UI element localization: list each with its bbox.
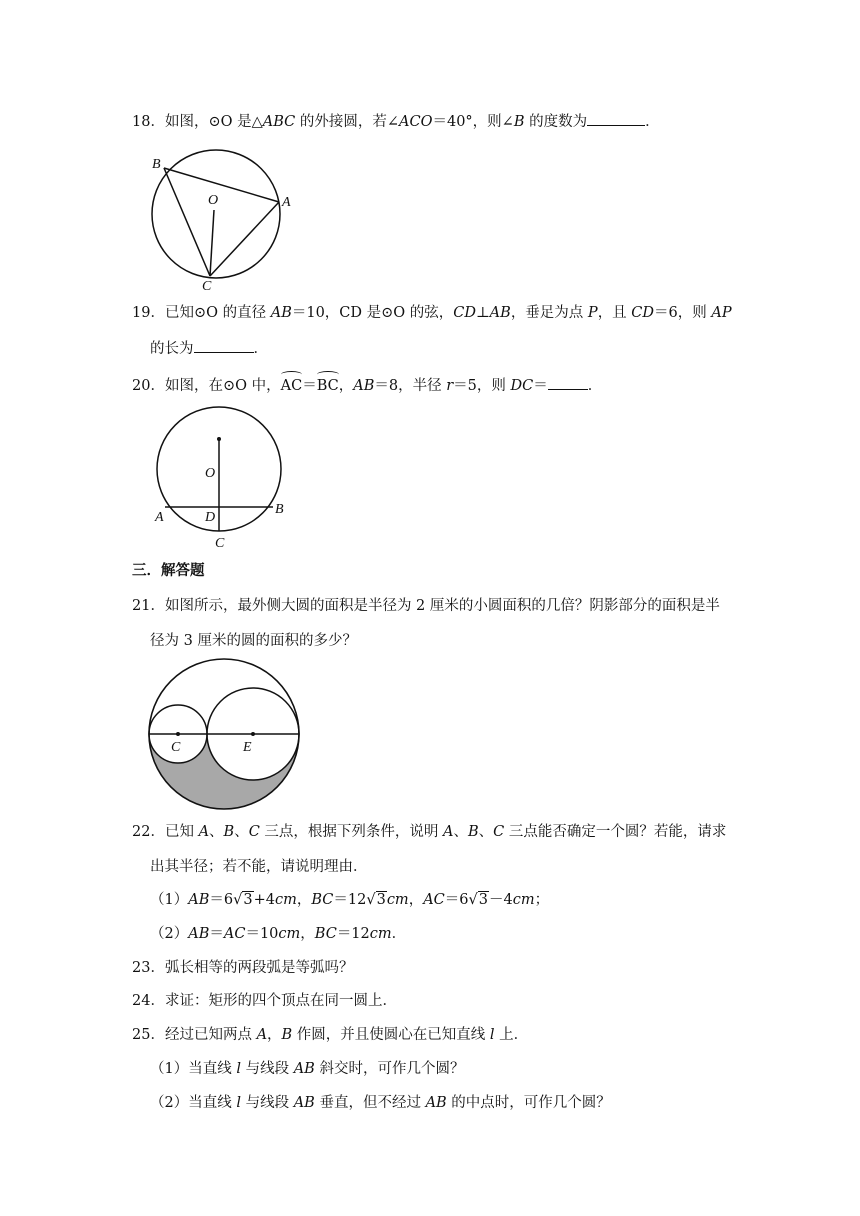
part-label: （2） — [150, 926, 189, 942]
text: 斜交时，可作几个圆？ — [314, 1061, 465, 1077]
text: ． — [587, 378, 603, 394]
text: AB — [188, 926, 210, 942]
text: 的中点时，可作几个圆？ — [446, 1095, 611, 1111]
question-number: 23． — [132, 960, 165, 976]
q22-part1 — [150, 890, 549, 910]
text: ＝ — [209, 926, 224, 942]
text: +4 — [253, 892, 275, 908]
arc-bc: BC — [317, 372, 339, 396]
q24-text — [132, 991, 397, 1011]
text: ABC — [262, 114, 296, 130]
text: ＝10，CD 是⊙O 的弦， — [291, 305, 454, 321]
text: ． — [253, 341, 268, 357]
section-heading: 三．解答题 — [132, 562, 205, 579]
arc-ac: AC — [281, 372, 303, 396]
text: ， — [338, 378, 354, 394]
question-number: 22． — [132, 824, 165, 840]
text: ＝6 — [444, 892, 469, 908]
label-e: E — [243, 740, 252, 755]
q21-line1 — [132, 596, 720, 616]
text: ，垂足为点 — [510, 305, 588, 321]
text: 、 — [209, 824, 224, 840]
text: 如图，在⊙O 中， — [164, 378, 281, 394]
q19-line2 — [150, 338, 268, 359]
text: AB — [425, 1095, 447, 1111]
text: BC — [314, 926, 337, 942]
text: 、 — [453, 824, 469, 840]
segment-oc — [210, 210, 214, 276]
text: cm — [274, 892, 297, 908]
text: l — [489, 1027, 495, 1043]
q18-figure — [144, 144, 294, 292]
text: 如图，⊙O 是△ — [164, 114, 263, 130]
label-o: O — [208, 193, 219, 208]
text: 的度数为 — [524, 114, 588, 130]
text: l — [236, 1061, 241, 1077]
q22-line2: 出其半径；若不能，请说明理由． — [150, 859, 368, 875]
q18-text — [132, 111, 660, 132]
text: P — [587, 305, 598, 321]
text: 上． — [494, 1027, 529, 1043]
text: 已知 — [164, 824, 199, 840]
text: 的外接圆，若∠ — [295, 114, 400, 130]
q23-text — [132, 958, 353, 978]
text: AP — [711, 305, 732, 321]
text: A — [198, 824, 210, 840]
text: AB — [489, 305, 511, 321]
answer-blank — [194, 338, 254, 353]
text: ， — [300, 926, 315, 942]
text: AC — [423, 892, 445, 908]
answer-blank — [548, 375, 588, 390]
label-d: D — [205, 510, 216, 525]
q25-part2 — [150, 1093, 611, 1113]
text: ， — [296, 892, 312, 908]
text: －4 — [488, 892, 513, 908]
question-number: 24． — [132, 993, 165, 1009]
text: B — [281, 1027, 293, 1043]
q25-part1 — [150, 1059, 464, 1079]
text: 作圆，并且使圆心在已知直线 — [292, 1027, 490, 1043]
q25-line1 — [132, 1025, 528, 1045]
text: ＝12 — [336, 926, 370, 942]
text: ＝6 — [209, 892, 234, 908]
text: ． — [645, 114, 660, 130]
text: ＝ — [533, 378, 548, 394]
circle-o — [152, 150, 280, 278]
q22-part2 — [150, 924, 406, 944]
text: ⊥ — [476, 305, 490, 321]
text: ＝40°，则∠ — [432, 114, 514, 130]
text: ． — [391, 926, 407, 942]
text: ＝10 — [245, 926, 279, 942]
text: AB — [270, 305, 292, 321]
text: AB — [188, 892, 210, 908]
text: AC — [223, 926, 246, 942]
text: ＝ — [302, 378, 317, 394]
center-e — [251, 732, 255, 736]
text: cm — [369, 926, 392, 942]
q21-figure — [145, 657, 305, 815]
segment-ba — [164, 168, 279, 202]
text: 经过已知两点 — [164, 1027, 257, 1043]
question-number: 19． — [132, 305, 165, 321]
question-number: 18． — [132, 114, 165, 130]
q20-text — [132, 372, 602, 396]
question-number: 21． — [132, 598, 165, 614]
part-label: （1） — [150, 892, 189, 908]
radicand: 3 — [478, 892, 488, 908]
q19-line1 — [132, 303, 732, 323]
text: ＝8，半径 — [374, 378, 447, 394]
text: 三点，根据下列条件，说明 — [259, 824, 444, 840]
text: AB — [293, 1061, 315, 1077]
text: B — [223, 824, 235, 840]
text: A — [443, 824, 454, 840]
label-c: C — [215, 536, 225, 551]
segment-ac — [210, 202, 279, 276]
text: ＝6，则 — [654, 305, 712, 321]
text: 弧长相等的两段弧是等弧吗？ — [164, 960, 354, 976]
text: cm — [278, 926, 301, 942]
text: ＝12 — [333, 892, 367, 908]
text: cm — [512, 892, 535, 908]
text: （1）当直线 — [150, 1061, 237, 1077]
text: 垂直，但不经过 — [314, 1095, 426, 1111]
text: ACO — [399, 114, 433, 130]
radicand: 3 — [376, 892, 386, 908]
sqrt-3: √3 — [468, 892, 488, 908]
text: l — [236, 1095, 241, 1111]
text: BC — [311, 892, 334, 908]
center-c — [176, 732, 180, 736]
sqrt-3: √3 — [233, 892, 253, 908]
text: A — [256, 1027, 268, 1043]
text: （2）当直线 — [150, 1095, 237, 1111]
label-o: O — [205, 466, 216, 481]
answer-blank — [587, 111, 645, 126]
text: 的长为 — [150, 341, 194, 357]
question-number: 20． — [132, 378, 165, 394]
text: ， — [408, 892, 424, 908]
text: DC — [510, 378, 534, 394]
text: ＝5，则 — [453, 378, 511, 394]
text: AB — [293, 1095, 315, 1111]
q21-line2: 径为 3 厘米的圆的面积的多少？ — [150, 633, 357, 649]
text: C — [248, 824, 260, 840]
label-c: C — [202, 279, 212, 292]
text: ， — [267, 1027, 282, 1043]
sqrt-3: √3 — [366, 892, 386, 908]
text: 已知⊙O 的直径 — [164, 305, 271, 321]
text: B — [468, 824, 479, 840]
q20-figure — [145, 403, 295, 551]
label-c: C — [171, 740, 181, 755]
text: B — [513, 114, 525, 130]
q22-line1 — [132, 822, 726, 842]
label-b: B — [152, 157, 161, 172]
text: C — [493, 824, 505, 840]
text: r — [446, 378, 454, 394]
radicand: 3 — [243, 892, 253, 908]
text: ； — [534, 892, 550, 908]
text: 、 — [478, 824, 494, 840]
text: CD — [453, 305, 477, 321]
text: 三点能否确定一个圆？若能，请求 — [504, 824, 727, 840]
text: CD — [631, 305, 655, 321]
text: 与线段 — [240, 1061, 294, 1077]
question-number: 25． — [132, 1027, 165, 1043]
center-point — [217, 437, 221, 441]
text: AB — [353, 378, 375, 394]
text: 如图所示，最外侧大圆的面积是半径为 2 厘米的小圆面积的几倍？阴影部分的面积是半 — [164, 598, 720, 614]
text: 求证：矩形的四个顶点在同一圆上． — [164, 993, 397, 1009]
text: 与线段 — [240, 1095, 294, 1111]
text: ，且 — [597, 305, 632, 321]
label-a: A — [155, 510, 164, 525]
text: cm — [386, 892, 409, 908]
label-b: B — [275, 502, 284, 517]
label-a: A — [282, 195, 291, 210]
text: 、 — [234, 824, 249, 840]
